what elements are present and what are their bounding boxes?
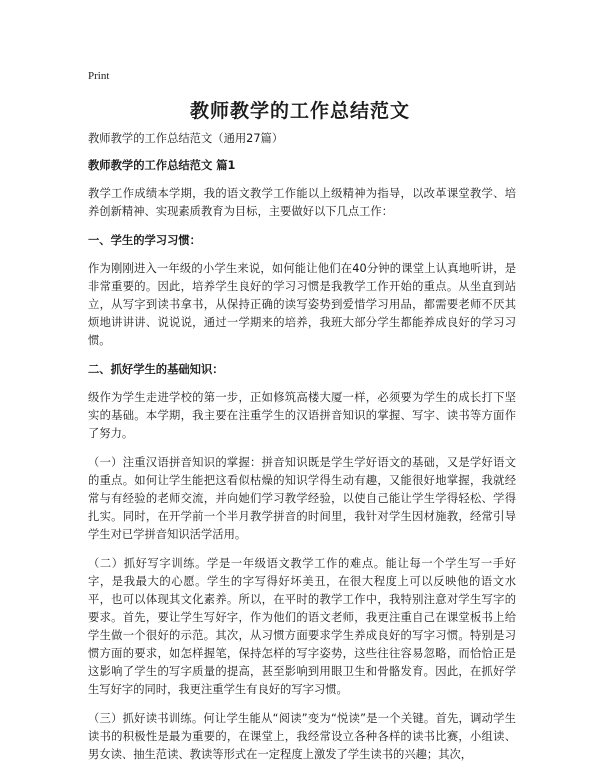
section-2-item-2: （二）抓好写字训练。学是一年级语文教学工作的难点。能让每一个学生写一手好字，是我最大的心愿。学生的字写得好坏美丑，在很大程度上可以反映他的语文水平，也可以体现其文化素养。所以，在平时的教学工作中，我特别注意对学生写字的要求。首先，要让学生写好字，作为他们的语文老师，我更注重自己在课堂板书上给学生做一个很好的示范。其次，从习惯方面要求学生养成良好的写字习惯。特别是习惯方面的要求，如怎样握笔，保持怎样的写字姿势，这些往往容易忽略，而恰恰正是这影响了学生的写字质量的提高，甚至影响到用眼卫生和骨骼发育。因此，在抓好学生写好字的同时，我更注重学生有良好的写字习惯。 [88,557,516,696]
section-heading-1: 一、学生的学习习惯： [88,234,201,247]
intro-paragraph: 教学工作成绩本学期，我的语文教学工作能以上级精神为指导，以改革课堂教学、培养创新精神、实现素质教育为目标，主要做好以下几点工作： [88,187,516,218]
article-heading: 教师教学的工作总结范文 篇1 [88,159,236,172]
print-label: Print [88,70,110,82]
section-1-paragraph: 作为刚刚进入一年级的小学生来说，如何能让他们在40分钟的课堂上认真地听讲，是非常重要的。因此，培养学生良好的学习习惯是我教学工作开始的重点。从坐直到站立，从写字到读书拿书，从保持正确的读写姿势到爱惜学习用品，都需要老师不厌其烦地讲讲讲、说说说，通过一学期来的培养，我班大部分学生都能养成良好的学习习惯。 [88,262,516,347]
document-body [88,130,516,775]
section-2-paragraph: 级作为学生走进学校的第一步，正如修筑高楼大厦一样，必须要为学生的成长打下坚实的基础。本学期，我主要在注重学生的汉语拼音知识的掌握、写字、读书等方面作了努力。 [88,391,516,440]
document-title: 教师教学的工作总结范文 [189,100,410,122]
section-heading-2: 二、抓好学生的基础知识： [88,363,224,376]
document-subtitle: 教师教学的工作总结范文（通用27篇） [88,132,284,145]
section-2-item-1: （一）注重汉语拼音知识的掌握：拼音知识既是学生学好语文的基础，又是学好语文的重点。如何让学生能把这看似枯燥的知识学得生动有趣，又能很好地掌握，我就经常与有经验的老师交流，并向她们学习教学经验，以使自己能让学生学得轻松、学得扎实。同时，在开学前一个半月教学拼音的时间里，我针对学生因材施教，经常引导学生对已学拼音知识活学活用。 [88,456,516,541]
section-2-item-3: （三）抓好读书训练。何让学生能从“阅读”变为“悦读”是一个关键。首先，调动学生读书的积极性是最为重要的，在课堂上，我经常设立各种各样的读书比赛，小组读、男女读、抽生范读、教读等形式在一定程度上激发了学生读书的兴趣；其次， [88,712,516,761]
